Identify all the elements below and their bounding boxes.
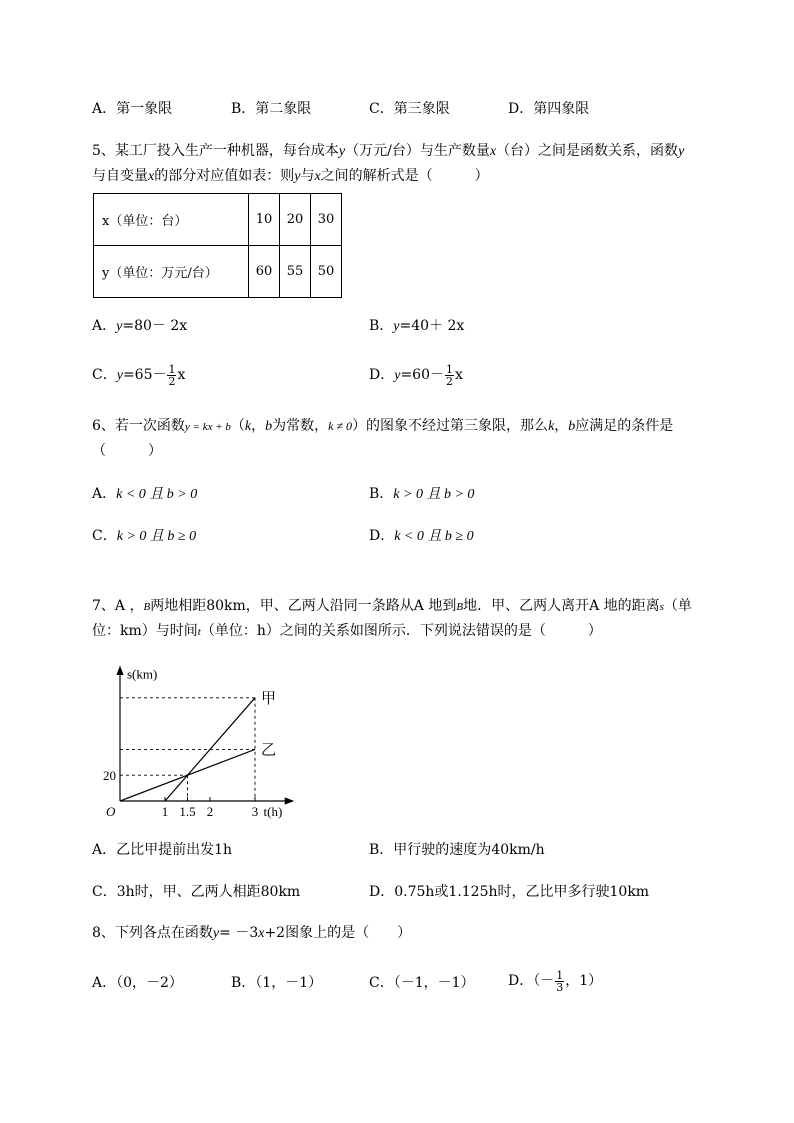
- fraction: $\frac{1}{3}$: [556, 968, 564, 994]
- q6-option-a: A．k < 0 且 b > 0: [92, 486, 198, 502]
- table-cell: 30: [311, 194, 342, 246]
- q7-stem-line1: 7、A ，B两地相距80km，甲、乙两人沿同一条路从A 地到B地．甲、乙两人离开A 地的距离s（单: [92, 598, 692, 614]
- q8-option-c: C．（－1，－1）: [369, 975, 475, 991]
- q4-option-b: B．第二象限: [231, 101, 312, 117]
- q4-option-a: A．第一象限: [92, 101, 173, 117]
- series-lines: [120, 690, 276, 801]
- q8-option-b: B．（1，－1）: [231, 975, 323, 991]
- x-tick-label: 3: [251, 804, 259, 819]
- guide-lines: [120, 698, 255, 801]
- fraction: $\frac{1}{2}$: [168, 362, 176, 388]
- series-label: 甲: [261, 690, 277, 707]
- q5-stem-line2: 与自变量x的部分对应值如表：则y与x之间的解析式是（ ）: [92, 168, 489, 184]
- q8-option-a: A．（0，－2）: [92, 975, 183, 991]
- q4-option-d: D．第四象限: [508, 101, 590, 117]
- table-row: [94, 246, 342, 298]
- q7-option-d: D．0.75h或1.125h时，乙比甲多行驶10km: [369, 884, 650, 900]
- x-axis-label: t(h): [263, 804, 283, 819]
- q7-option-c: C．3h时，甲、乙两人相距80km: [92, 884, 301, 900]
- axis-ticks: [103, 768, 258, 819]
- x-tick-label: 1: [161, 804, 169, 819]
- q4-option-c: C．第三象限: [369, 101, 450, 117]
- q5-value-table: [93, 193, 342, 298]
- q7-option-a: A．乙比甲提前出发1h: [92, 842, 233, 858]
- q7-stem-line2: 位：km）与时间t（单位：h）之间的关系如图所示．下列说法错误的是（ ）: [92, 623, 602, 639]
- table-row-label: x（单位：台）: [94, 194, 249, 246]
- fraction: $\frac{1}{2}$: [446, 362, 453, 388]
- q6-stem-line1: 6、若一次函数y = kx + b（k，b为常数，k ≠ 0）的图象不经过第三象限，那么k，b应满足的条件是: [92, 418, 674, 434]
- table-cell: 10: [249, 194, 280, 246]
- q5-option-c: C．y=65－ $\frac{1}{2}$ x: [92, 362, 186, 388]
- q5-option-b: B．y=40＋ 2x: [369, 318, 465, 334]
- table-cell: 50: [311, 246, 342, 298]
- q6-option-d: D．k < 0 且 b ≥ 0: [369, 528, 474, 544]
- table-row-label: y（单位：万元/台）: [94, 246, 249, 298]
- q6-option-b: B．k > 0 且 b > 0: [369, 486, 475, 502]
- table-cell: 55: [280, 246, 311, 298]
- series-label: 乙: [261, 742, 277, 759]
- x-tick-label: 1.5: [179, 804, 196, 819]
- q5-option-a: A．y=80－ 2x: [92, 318, 188, 334]
- x-tick-label: 2: [206, 804, 214, 819]
- y-axis-label: s(km): [127, 666, 158, 682]
- q8-stem: 8、下列各点在函数y= －3x+2图象上的是（ ）: [92, 925, 412, 941]
- q7-distance-time-chart: [95, 632, 305, 822]
- y-tick-label: 20: [103, 768, 116, 784]
- q5-option-d: D．y=60－ $\frac{1}{2}$ x: [369, 362, 463, 388]
- q5-stem-line1: 5、某工厂投入生产一种机器，每台成本y（万元/台）与生产数量x（台）之间是函数关系，函数y: [92, 143, 685, 159]
- q8-option-d: D．（－ $\frac{1}{3}$ ，1）: [508, 968, 603, 994]
- q6-option-c: C．k > 0 且 b ≥ 0: [92, 528, 197, 544]
- table-row: [94, 194, 342, 246]
- table-cell: 20: [280, 194, 311, 246]
- q6-stem-line2: （ ）: [92, 443, 162, 459]
- table-cell: 60: [249, 246, 280, 298]
- q7-option-b: B．甲行驶的速度为40km/h: [369, 842, 545, 858]
- origin-label: O: [106, 804, 116, 819]
